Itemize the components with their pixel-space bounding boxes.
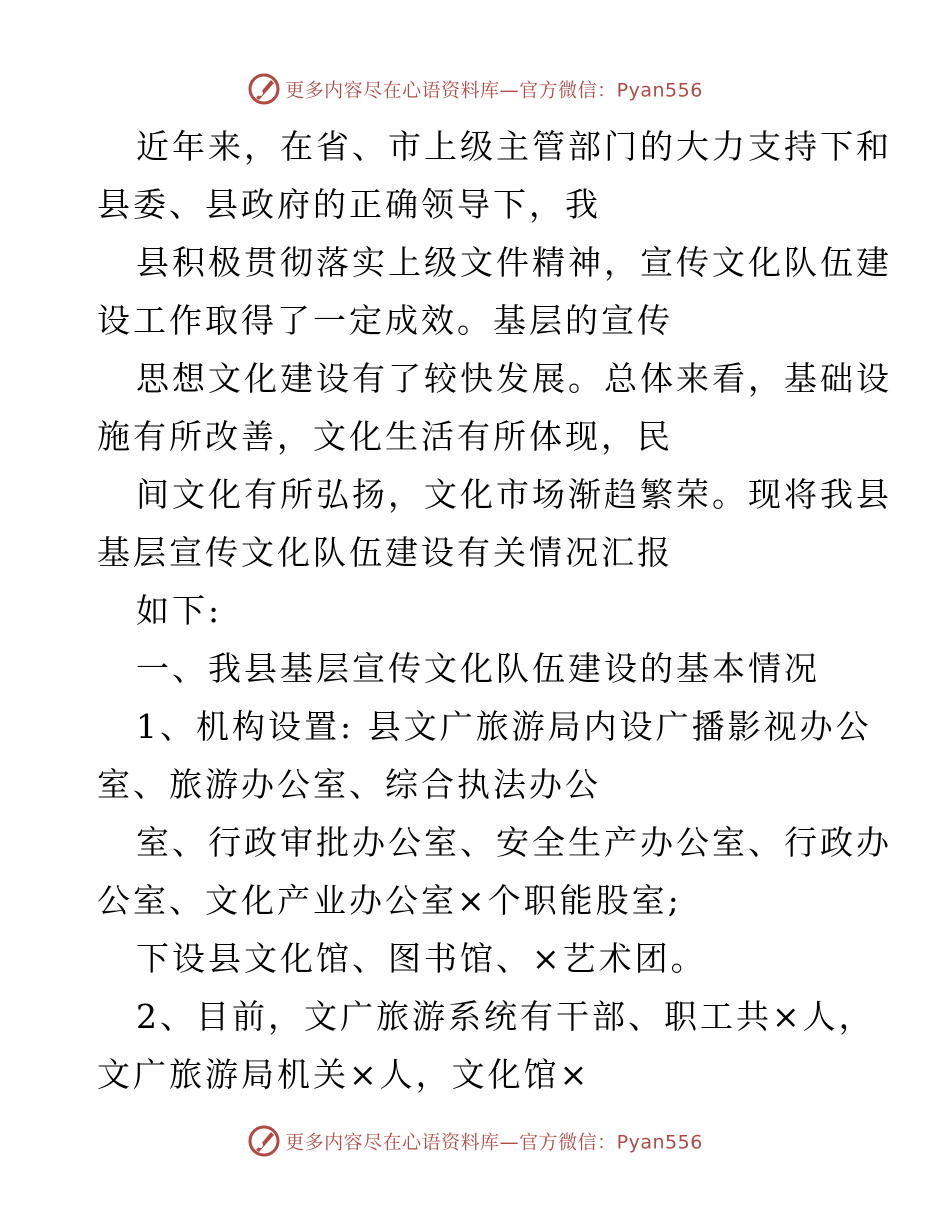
paragraph-line: 施有所改善，文化生活有所体现，民 bbox=[97, 417, 673, 456]
paragraph-line: 思想文化建设有了较快发展。总体来看，基础设 bbox=[136, 359, 892, 398]
paragraph-line: 文广旅游局机关×人，文化馆× bbox=[97, 1055, 591, 1094]
quill-pen-seal-icon bbox=[247, 72, 281, 106]
paragraph-line: 间文化有所弘扬，文化市场渐趋繁荣。现将我县 bbox=[136, 475, 892, 514]
header-watermark bbox=[0, 72, 950, 106]
paragraph-line: 近年来，在省、市上级主管部门的大力支持下和 bbox=[136, 127, 892, 166]
paragraph-line: 室、旅游办公室、综合执法办公 bbox=[97, 765, 601, 804]
paragraph-line: 县委、县政府的正确领导下，我 bbox=[97, 185, 601, 224]
paragraph-line: 2、目前，文广旅游系统有干部、职工共×人， bbox=[136, 997, 875, 1036]
paragraph-line: 如下: bbox=[136, 591, 223, 630]
paragraph-line: 县积极贯彻落实上级文件精神，宣传文化队伍建 bbox=[136, 243, 892, 282]
section-heading: 一、我县基层宣传文化队伍建设的基本情况 bbox=[136, 649, 820, 688]
paragraph-line: 1、机构设置: 县文广旅游局内设广播影视办公 bbox=[136, 707, 872, 746]
paragraph-line: 公室、文化产业办公室×个职能股室; bbox=[97, 881, 682, 920]
paragraph-line: 室、行政审批办公室、安全生产办公室、行政办 bbox=[136, 823, 892, 862]
watermark-text: 更多内容尽在心语资料库—官方微信：Pyan556 bbox=[285, 79, 703, 102]
watermark-text: 更多内容尽在心语资料库—官方微信：Pyan556 bbox=[285, 1131, 703, 1154]
footer-watermark bbox=[0, 1124, 950, 1158]
paragraph-line: 设工作取得了一定成效。基层的宣传 bbox=[97, 301, 673, 340]
quill-pen-seal-icon bbox=[247, 1124, 281, 1158]
document-body bbox=[97, 118, 892, 1104]
paragraph-line: 下设县文化馆、图书馆、×艺术团。 bbox=[136, 939, 707, 978]
paragraph-line: 基层宣传文化队伍建设有关情况汇报 bbox=[97, 533, 673, 572]
